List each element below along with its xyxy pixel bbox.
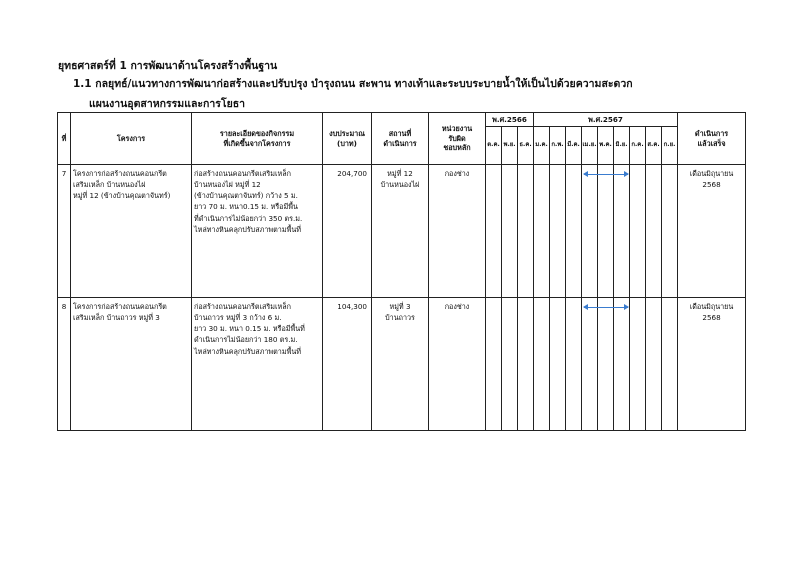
- month-header: ธ.ค.: [518, 127, 534, 165]
- budget-amount: 104,300: [337, 302, 367, 311]
- project-plan-table: [57, 112, 746, 431]
- col-header-year-2567: พ.ศ.2567: [534, 113, 678, 127]
- completion-date: เดือนมิถุนายน 2568: [689, 302, 734, 323]
- month-header: ก.ค.: [630, 127, 646, 165]
- col-header-done: ดำเนินการ แล้วเสร็จ: [678, 113, 746, 165]
- month-header: ก.ย.: [662, 127, 678, 165]
- month-header: ก.พ.: [550, 127, 566, 165]
- month-header: พ.ย.: [502, 127, 518, 165]
- guideline-heading: 1.1 กลยุทธ์/แนวทางการพัฒนาก่อสร้างและปรับปรุง บำรุงถนน สะพาน ทางเท้าและระบบระบายน้ำให้เป็นไปด้วยความสะดวก: [73, 78, 633, 90]
- month-header: มี.ค.: [566, 127, 582, 165]
- row-number: 7: [61, 169, 67, 178]
- col-header-location: สถานที่ ดำเนินการ: [372, 113, 429, 165]
- month-header: พ.ค.: [598, 127, 614, 165]
- month-header: เม.ย.: [582, 127, 598, 165]
- responsible-agency: กองช่าง: [444, 302, 470, 311]
- month-header: ม.ค.: [534, 127, 550, 165]
- project-location: หมู่ที่ 12 บ้านหนองไผ่: [380, 169, 420, 190]
- activity-detail: ก่อสร้างถนนคอนกรีตเสริมเหล็ก บ้านถาวร หมู่ที่ 3 กว้าง 6 ม. ยาว 30 ม. หนา 0.15 ม. หรือมีพื้นที่ ดำเนินการไม่น้อยกว่า 180 ตร.ม. ไหล่ทางหินคลุกปรับสภาพตามพื้นที่: [194, 302, 305, 356]
- month-header: มิ.ย.: [614, 127, 630, 165]
- budget-amount: 204,700: [337, 169, 367, 178]
- table-row: [58, 298, 746, 431]
- project-location: หมู่ที่ 3 บ้านถาวร: [385, 302, 415, 323]
- col-header-budget: งบประมาณ (บาท): [323, 113, 372, 165]
- col-header-agency: หน่วยงาน รับผิด ชอบหลัก: [429, 113, 486, 165]
- col-header-project: โครงการ: [71, 113, 192, 165]
- col-header-no: ที่: [58, 113, 71, 165]
- project-name: โครงการก่อสร้างถนนคอนกรีต เสริมเหล็ก บ้านถาวร หมู่ที่ 3: [73, 302, 167, 323]
- plan-heading: แผนงานอุตสาหกรรมและการโยธา: [89, 98, 246, 110]
- row-number: 8: [61, 302, 67, 311]
- table-row: [58, 165, 746, 298]
- strategy-heading: ยุทธศาสตร์ที่ 1 การพัฒนาด้านโครงสร้างพื้นฐาน: [58, 60, 278, 72]
- month-header: ส.ค.: [646, 127, 662, 165]
- col-header-year-2566: พ.ศ.2566: [486, 113, 534, 127]
- month-header: ต.ค.: [486, 127, 502, 165]
- project-name: โครงการก่อสร้างถนนคอนกรีต เสริมเหล็ก บ้านหนองไผ่ หมู่ที่ 12 (ข้างบ้านคุณตาจันทร์): [73, 169, 171, 201]
- col-header-detail: รายละเอียดของกิจกรรม ที่เกิดขึ้นจากโครงการ: [192, 113, 323, 165]
- responsible-agency: กองช่าง: [444, 169, 470, 178]
- completion-date: เดือนมิถุนายน 2568: [689, 169, 734, 190]
- activity-detail: ก่อสร้างถนนคอนกรีตเสริมเหล็ก บ้านหนองไผ่ หมู่ที่ 12 (ข้างบ้านคุณตาจันทร์) กว้าง 5 ม. ยาว 70 ม. หนา0.15 ม. หรือมีพื้น ที่ดำเนินการไม่น้อยกว่า 350 ตร.ม. ไหล่ทางหินคลุกปรับสภาพตามพื้นที่: [194, 169, 303, 234]
